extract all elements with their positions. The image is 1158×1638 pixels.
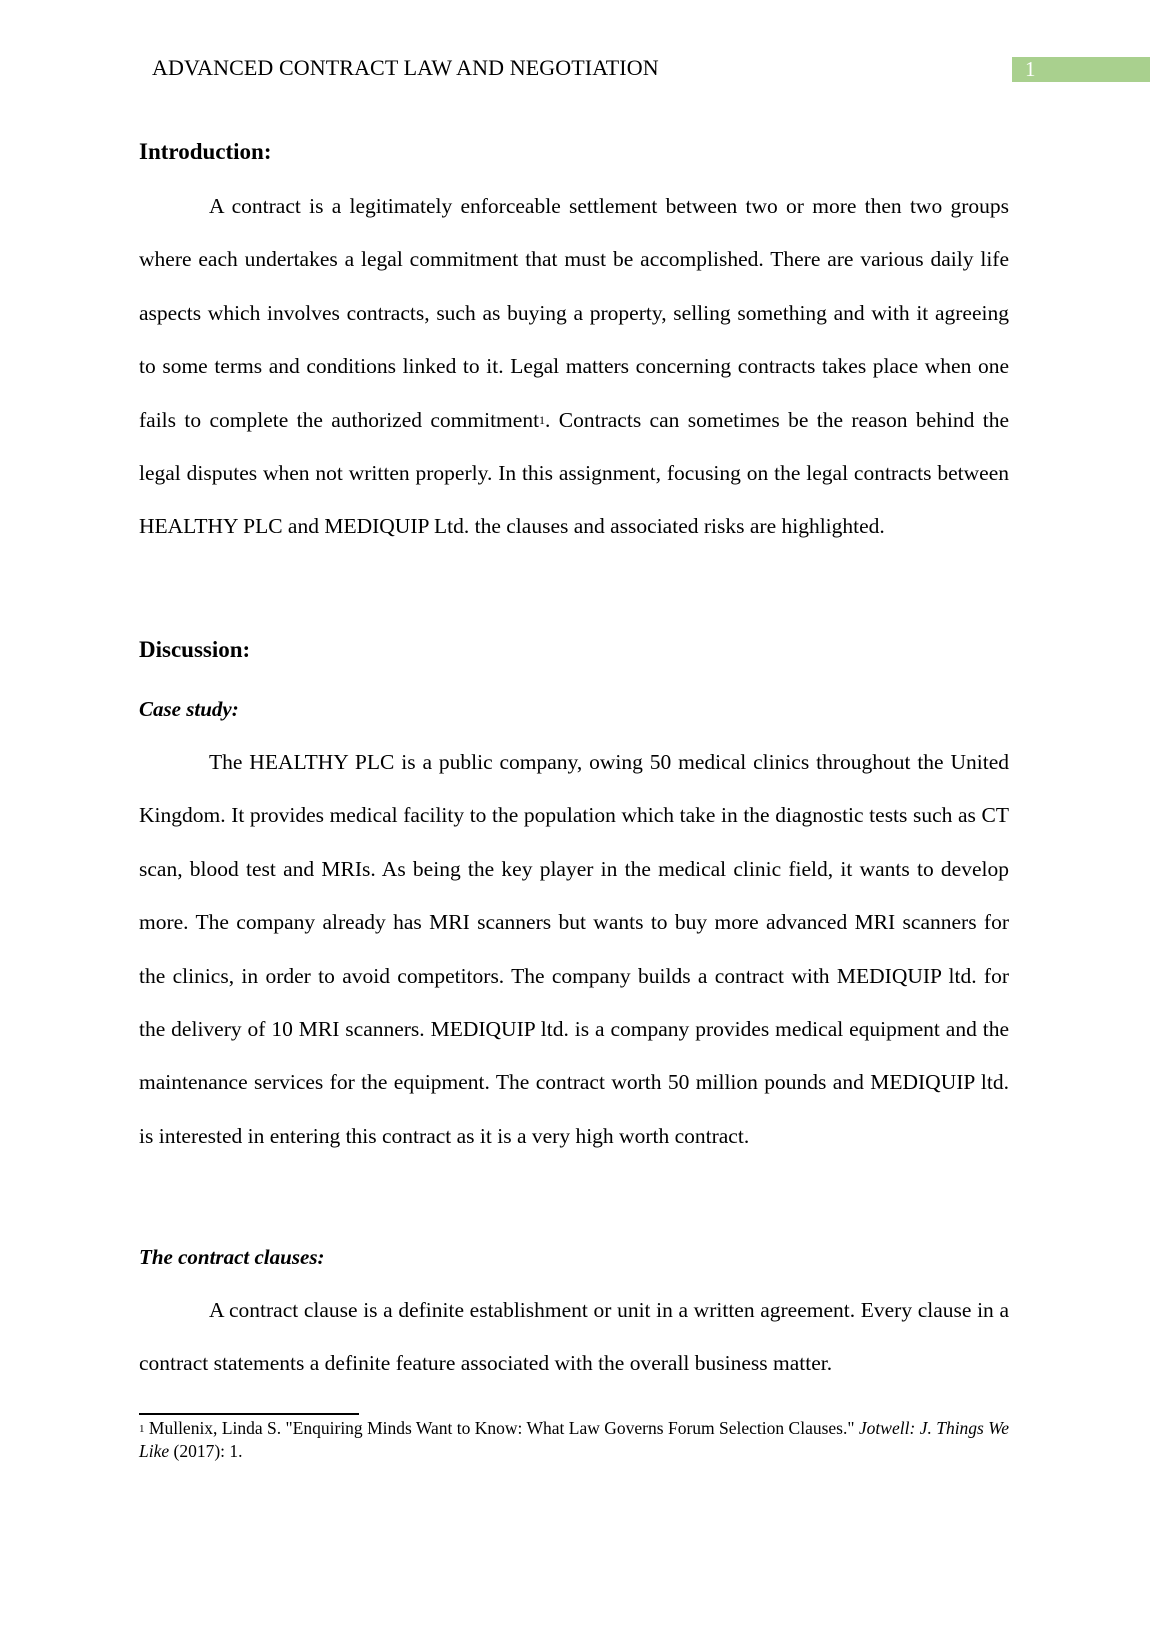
introduction-text-tail: . Contracts can sometimes be the reason behind the legal disputes when not written properly. In this assignment, focusing on the legal contracts between HEALTHY PLC and MEDIQUIP Ltd. the clauses and associated risks are highlighted. [139,407,1009,539]
running-header-title: ADVANCED CONTRACT LAW AND NEGOTIATION [152,55,659,80]
contract-clauses-paragraph: A contract clause is a definite establishment or unit in a written agreement. Every clause in a contract statements a definite feature associated with the overall business matter. [139,1298,1009,1376]
contract-clauses-heading: The contract clauses: [139,1245,325,1269]
case-study-paragraph: The HEALTHY PLC is a public company, owing 50 medical clinics throughout the United Kingdom. It provides medical facility to the population which take in the diagnostic tests such as CT scan, blood test and MRIs. As being the key player in the medical clinic field, it wants to develop more. The company already has MRI scanners but wants to buy more advanced MRI scanners for the clinics, in order to avoid competitors. The company builds a contract with MEDIQUIP ltd. for the delivery of 10 MRI scanners. MEDIQUIP ltd. is a company provides medical equipment and the maintenance services for the equipment. The contract worth 50 million pounds and MEDIQUIP ltd. is interested in entering this contract as it is a very high worth contract. [139,750,1009,1148]
introduction-paragraph [139,180,1009,554]
footnote-separator [139,1413,359,1415]
case-study-heading: Case study: [139,697,239,721]
footnote [139,1417,1009,1463]
page-number-badge [1012,57,1150,82]
footnote-reference[interactable]: 1 [539,412,546,427]
introduction-heading: Introduction: [139,139,272,164]
footnote-citation: Mullenix, Linda S. "Enquiring Minds Want to Know: What Law Governs Forum Selection Clauses." [144,1418,859,1438]
footnote-citation-tail: (2017): 1. [169,1441,243,1461]
page-number: 1 [1025,57,1036,81]
discussion-heading: Discussion: [139,637,251,662]
introduction-text: A contract is a legitimately enforceable settlement between two or more then two groups where each undertakes a legal commitment that must be accomplished. There are various daily life aspects which involves contracts, such as buying a property, selling something and with it agreeing to some terms and conditions linked to it. Legal matters concerning contracts takes place when one fails to complete the authorized commitment [139,194,1009,432]
footnote-marker: 1 [139,1423,145,1435]
footnote-journal: Jotwell: J. Things We Like [139,1418,1009,1461]
